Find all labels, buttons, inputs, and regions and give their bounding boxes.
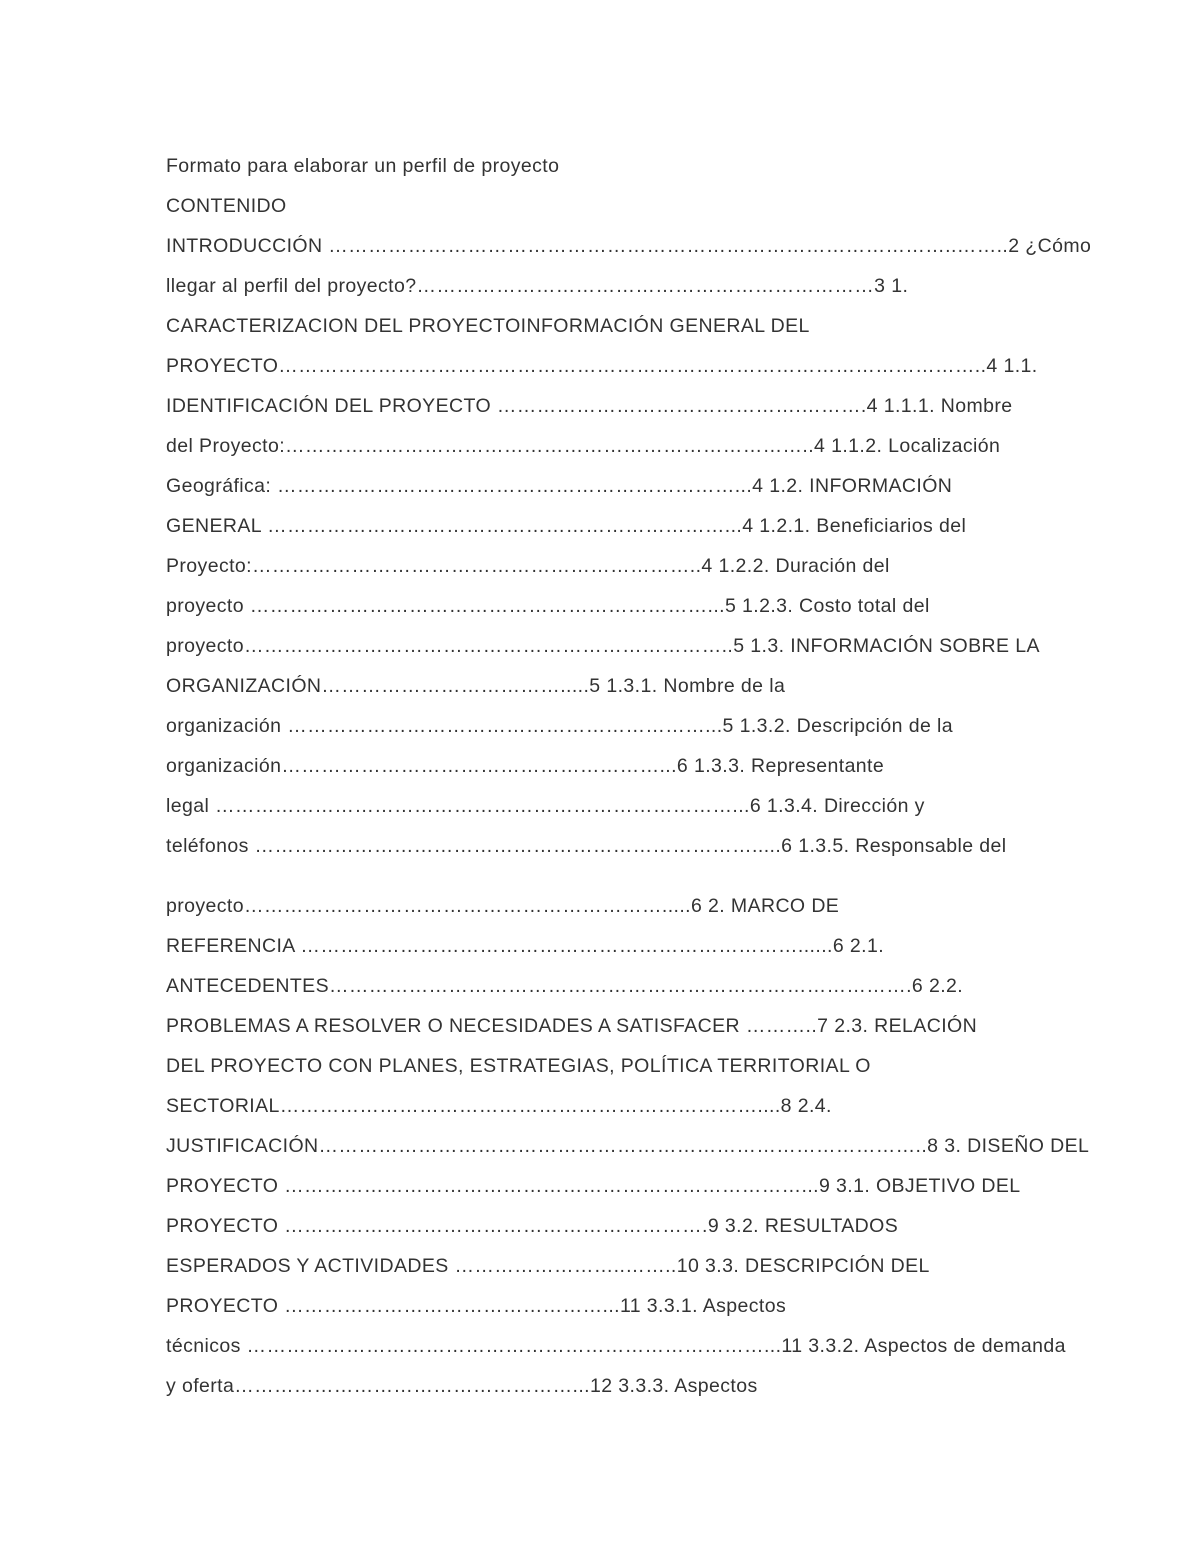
paragraph-gap [166, 870, 1046, 890]
toc-line: GENERAL ……………………………………………………………...4 1.2.1. Beneficiarios del [166, 515, 967, 537]
toc-line: REFERENCIA …………………………………………………………………......6 2.1. [166, 935, 885, 957]
toc-block-2 [166, 890, 1090, 1410]
toc-line: PROBLEMAS A RESOLVER O NECESIDADES A SATISFACER ………..7 2.3. RELACIÓN [166, 1015, 978, 1037]
toc-line: Geográfica: ……………………………………………………………...4 1.2. INFORMACIÓN [166, 475, 953, 497]
toc-line: técnicos ……………………………………………………………………...11 3.3.2. Aspectos de demanda [166, 1335, 1066, 1357]
toc-line: CARACTERIZACION DEL PROYECTOINFORMACIÓN GENERAL DEL [166, 315, 810, 337]
toc-line: organización ………………………………………………………...5 1.3.2. Descripción de la [166, 715, 953, 737]
toc-line: teléfonos ………………………………………………………………….....6 1.3.5. Responsable del [166, 835, 1007, 857]
toc-line: PROYECTO……………………………………………………………………………………………..4 1.1. [166, 355, 1038, 377]
contents-heading: CONTENIDO [166, 195, 287, 217]
toc-line: INTRODUCCIÓN …………………………………………………………………………………..……..2 ¿Cómo [166, 235, 1092, 257]
toc-line: PROYECTO …………………………………………...11 3.3.1. Aspectos [166, 1295, 787, 1317]
toc-line: organización…………………………………………………...6 1.3.3. Representante [166, 755, 885, 777]
toc-line: IDENTIFICACIÓN DEL PROYECTO ……………………………………….……….4 1.1.1. Nombre [166, 395, 1013, 417]
toc-line: PROYECTO ……………………………………………………………………...9 3.1. OBJETIVO DEL [166, 1175, 1021, 1197]
toc-line: ESPERADOS Y ACTIVIDADES ……………………..……..10 3.3. DESCRIPCIÓN DEL [166, 1255, 930, 1277]
toc-line: SECTORIAL………………………………………………………………....8 2.4. [166, 1095, 832, 1117]
toc-block-1 [166, 230, 1092, 870]
toc-line: JUSTIFICACIÓN………………………………………………………………………………..8 3. DISEÑO DEL [166, 1135, 1090, 1157]
toc-line: llegar al perfil del proyecto?……………………………………………………………3 1. [166, 275, 909, 297]
document-title: Formato para elaborar un perfil de proyecto [166, 155, 560, 177]
toc-line: legal ……………………………………………………………………...6 1.3.4. Dirección y [166, 795, 925, 817]
toc-line: proyecto ……………………………………………………………...5 1.2.3. Costo total del [166, 595, 930, 617]
toc-line: del Proyecto:……………………………………………………………………..4 1.1.2. Localización [166, 435, 1001, 457]
toc-line: Proyecto:…………………………………………………………..4 1.2.2. Duración del [166, 555, 890, 577]
toc-line: y oferta……………………………………………...12 3.3.3. Aspectos [166, 1375, 758, 1397]
toc-line: PROYECTO ……………………………………………………….9 3.2. RESULTADOS [166, 1215, 899, 1237]
toc-line: ORGANIZACIÓN……………………………….....5 1.3.1. Nombre de la [166, 675, 786, 697]
toc-line: ANTECEDENTES…………………………………………………………………………….6 2.2. [166, 975, 964, 997]
document-body [166, 150, 1092, 1410]
toc-line: DEL PROYECTO CON PLANES, ESTRATEGIAS, POLÍTICA TERRITORIAL O [166, 1055, 871, 1077]
toc-line: proyecto……………………………………………………….....6 2. MARCO DE [166, 895, 840, 917]
toc-line: proyecto………………………………………………………………..5 1.3. INFORMACIÓN SOBRE LA [166, 635, 1040, 657]
